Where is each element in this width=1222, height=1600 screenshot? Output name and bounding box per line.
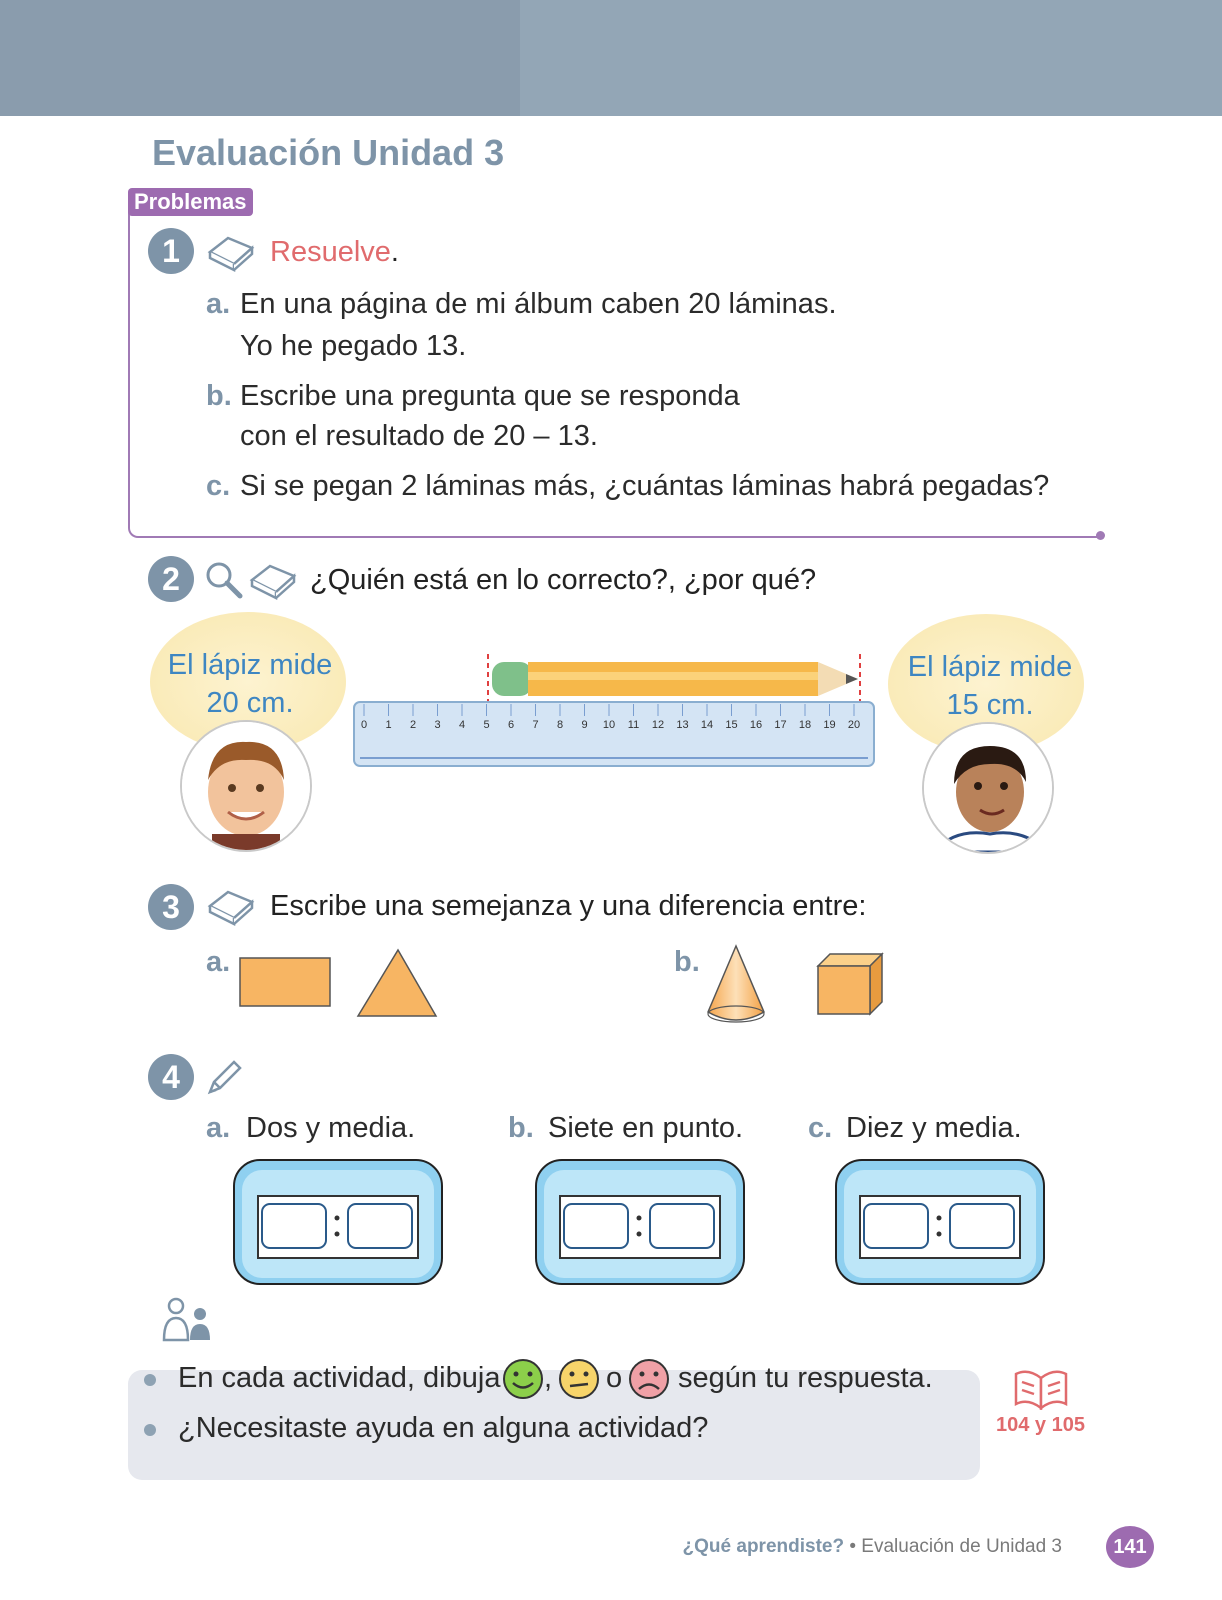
cube-shape: [816, 952, 886, 1023]
self-eval-line1-a: En cada actividad, dibuja: [178, 1362, 501, 1394]
q1a-line1: En una página de mi álbum caben 20 láminas.: [240, 288, 837, 320]
q1a-line2: Yo he pegado 13.: [240, 330, 467, 362]
sad-face-icon: [628, 1358, 670, 1405]
ruler-tick-label: 18: [798, 719, 812, 731]
self-eval-line2: ¿Necesitaste ayuda en alguna actividad?: [178, 1412, 709, 1444]
pencil-on-ruler: [352, 650, 878, 775]
reference-pages: 104 y 105: [996, 1414, 1085, 1436]
ruler-tick-label: 6: [507, 719, 515, 731]
bubble-left-line1: El lápiz mide: [167, 649, 333, 681]
top-band-left: [0, 0, 520, 116]
bubble-left-line2: 20 cm.: [206, 687, 294, 719]
q4c-text: Diez y media.: [846, 1112, 1022, 1144]
q4a-text: Dos y media.: [246, 1112, 416, 1144]
eraser-icon: [246, 560, 298, 605]
q4c-letter: c.: [808, 1112, 833, 1144]
q1b-line1: Escribe una pregunta que se responda: [240, 380, 740, 412]
digital-clock-a[interactable]: [232, 1158, 444, 1286]
resuelve-label: Resuelve: [270, 236, 391, 268]
frame-end-dot: [1096, 531, 1105, 540]
book-icon: [1012, 1366, 1070, 1415]
ruler-tick-label: 15: [725, 719, 738, 731]
page-title: Evaluación Unidad 3: [152, 132, 505, 173]
ruler-tick-label: 2: [409, 719, 417, 731]
q1b-letter: b.: [206, 380, 232, 412]
rectangle-shape: [238, 956, 334, 1015]
footer-separator: •: [849, 1536, 857, 1557]
ruler-tick-label: 13: [676, 719, 689, 731]
ruler-tick-label: 14: [700, 719, 714, 731]
question-number-1: 1: [148, 228, 194, 274]
people-icon: [160, 1296, 214, 1349]
q1c-letter: c.: [206, 470, 231, 502]
avatar-boy-right: [922, 722, 1054, 854]
q3-instruction: Escribe una semejanza y una diferencia entre:: [270, 890, 867, 922]
q1c-line1: Si se pegan 2 láminas más, ¿cuántas láminas habrá pegadas?: [240, 470, 1050, 502]
ruler-tick-label: 4: [458, 719, 466, 731]
q2-question: ¿Quién está en lo correcto?, ¿por qué?: [310, 564, 817, 596]
ruler-tick-label: 17: [774, 719, 787, 731]
neutral-face-icon: [558, 1358, 600, 1405]
footer-text: [683, 1536, 1062, 1558]
ruler-tick-label: 16: [749, 719, 763, 731]
resuelve-dot: .: [390, 236, 399, 268]
q3a-letter: a.: [206, 946, 231, 978]
question-number-2: 2: [148, 556, 194, 602]
bullet-dot: [144, 1424, 156, 1436]
footer-section: ¿Qué aprendiste?: [682, 1536, 845, 1557]
page-number: 141: [1106, 1526, 1154, 1568]
ruler-tick-label: 9: [581, 719, 588, 731]
ruler-tick-label: 1: [385, 719, 392, 731]
ruler-tick-label: 19: [823, 719, 836, 731]
q1b-line2: con el resultado de 20 – 13.: [240, 420, 598, 452]
bubble-right-line1: El lápiz mide: [907, 651, 1073, 683]
q4a-letter: a.: [206, 1112, 231, 1144]
cone-shape: [704, 944, 768, 1033]
q1a-letter: a.: [206, 288, 231, 320]
q4b-text: Siete en punto.: [548, 1112, 744, 1144]
q1-instruction: [270, 236, 399, 269]
section-tag: Problemas: [128, 188, 253, 216]
question-number-3: 3: [148, 884, 194, 930]
triangle-shape: [356, 946, 440, 1025]
footer-subtitle: Evaluación de Unidad 3: [861, 1536, 1062, 1557]
digital-clock-c[interactable]: [834, 1158, 1046, 1286]
eraser-icon: [204, 886, 256, 931]
ruler-tick-label: 3: [434, 719, 441, 731]
question-number-4: 4: [148, 1054, 194, 1100]
bubble-right-line2: 15 cm.: [946, 689, 1034, 721]
ruler-tick-label: 7: [532, 719, 539, 731]
avatar-boy-left: [180, 720, 312, 852]
happy-face-icon: [502, 1358, 544, 1405]
ruler-tick-label: 0: [360, 719, 368, 731]
ruler-tick-label: 10: [602, 719, 616, 731]
q3b-letter: b.: [674, 946, 700, 978]
ruler-tick-label: 20: [847, 719, 861, 731]
ruler-tick-label: 8: [556, 719, 564, 731]
eraser-icon: [204, 232, 256, 277]
self-eval-or: o: [606, 1362, 623, 1394]
self-eval-comma: ,: [544, 1362, 553, 1394]
ruler-tick-label: 5: [483, 719, 490, 731]
bullet-dot: [144, 1374, 156, 1386]
digital-clock-b[interactable]: [534, 1158, 746, 1286]
magnifier-icon: [204, 560, 244, 605]
ruler-tick-label: 12: [651, 719, 665, 731]
pencil-icon: [204, 1058, 244, 1103]
self-eval-line1-b: según tu respuesta.: [678, 1362, 933, 1394]
ruler-tick-label: 11: [627, 719, 640, 731]
q4b-letter: b.: [508, 1112, 534, 1144]
